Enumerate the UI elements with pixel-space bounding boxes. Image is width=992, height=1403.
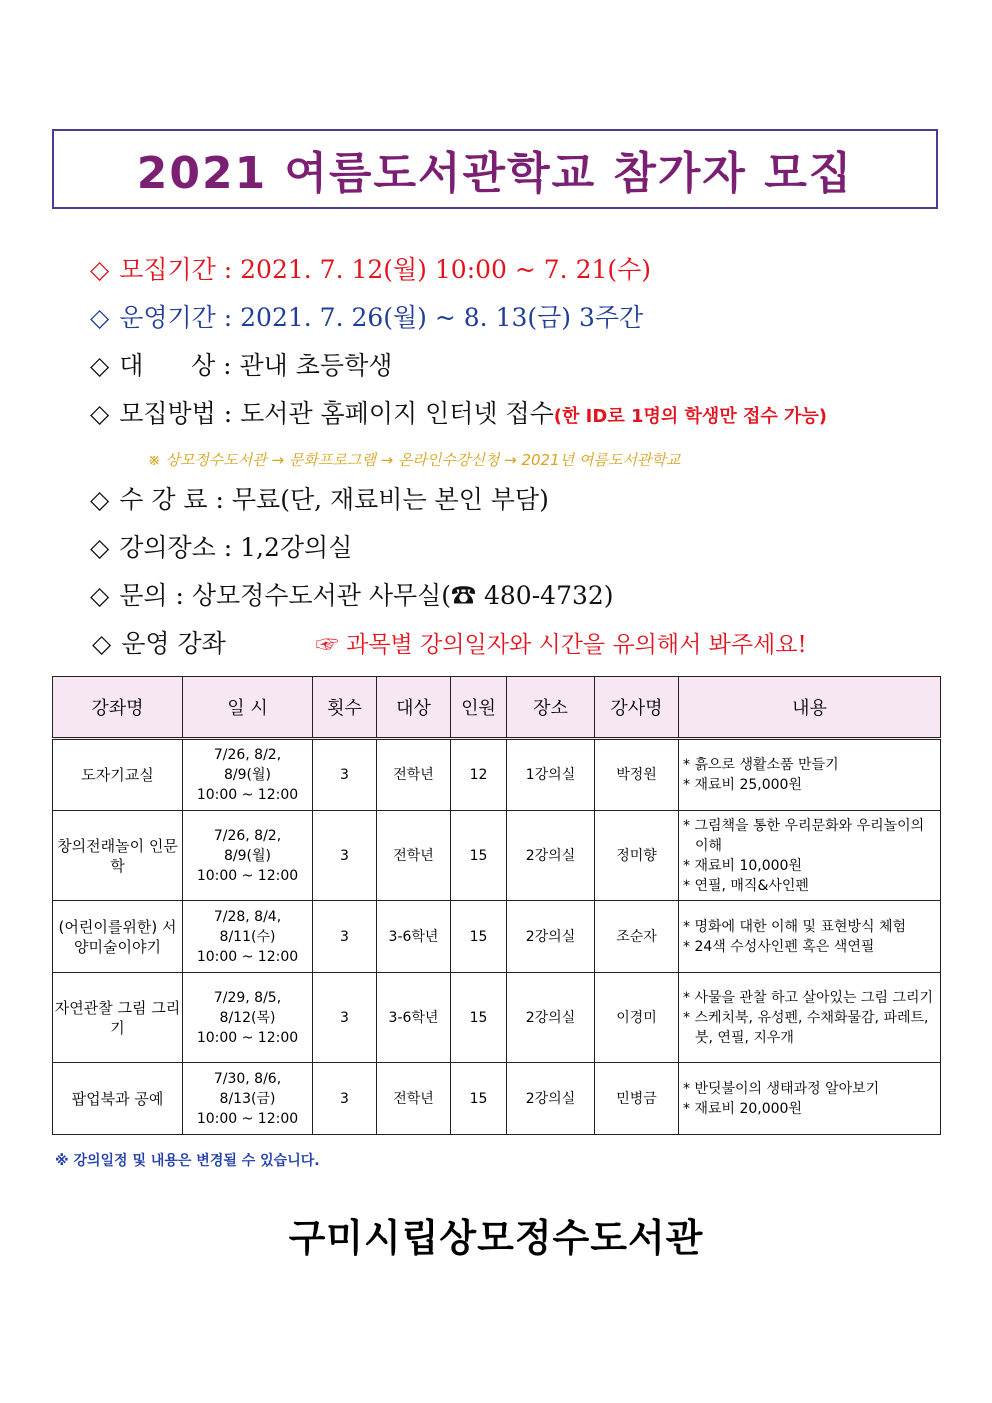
course-time: 10:00 ~ 12:00	[196, 787, 299, 803]
course-target: 전학년	[377, 811, 451, 901]
course-count: 3	[313, 811, 377, 901]
course-count: 3	[313, 1063, 377, 1135]
table-row	[53, 1063, 941, 1135]
place-text: 강의장소 : 1,2강의실	[119, 533, 353, 562]
diamond-icon: ◇	[90, 485, 110, 514]
course-content	[679, 811, 941, 901]
course-count: 3	[313, 739, 377, 811]
diamond-icon: ◇	[92, 629, 112, 658]
diamond-icon: ◇	[90, 351, 110, 380]
course-table	[52, 676, 941, 1135]
recruit-period	[90, 254, 651, 286]
recruit-value: 2021. 7. 12(월) 10:00 ~ 7. 21(수)	[240, 255, 652, 284]
place-line	[90, 532, 352, 564]
course-date2: 8/9(월)	[224, 847, 271, 864]
course-teacher: 박정원	[595, 739, 679, 811]
courses-hint: ☞ 과목별 강의일자와 시간을 유의해서 봐주세요!	[315, 632, 807, 658]
course-people: 15	[451, 901, 507, 973]
course-target: 3-6학년	[377, 973, 451, 1063]
course-datetime	[183, 739, 313, 811]
course-date: 7/29, 8/5,	[213, 989, 282, 1006]
course-name: 팝업북과 공예	[53, 1063, 183, 1135]
fee-text: 수 강 료 : 무료(단, 재료비는 본인 부담)	[119, 485, 549, 514]
course-place: 1강의실	[507, 739, 595, 811]
table-row	[53, 901, 941, 973]
courses-label: 운영 강좌	[121, 629, 226, 658]
title-box	[52, 129, 938, 209]
contact-text: 문의 : 상모정수도서관 사무실(☎ 480-4732)	[119, 581, 614, 610]
diamond-icon: ◇	[90, 255, 110, 284]
header-datetime: 일 시	[183, 677, 313, 739]
diamond-icon: ◇	[90, 533, 110, 562]
course-datetime	[183, 901, 313, 973]
diamond-icon: ◇	[90, 303, 110, 332]
content-item: * 그림책을 통한 우리문화와 우리놀이의 이해	[683, 817, 925, 854]
operate-value: 2021. 7. 26(월) ~ 8. 13(금) 3주간	[240, 303, 644, 332]
course-date2: 8/11(수)	[219, 928, 276, 945]
course-time: 10:00 ~ 12:00	[196, 867, 299, 884]
fee-line	[90, 484, 549, 516]
header-target: 대상	[377, 677, 451, 739]
course-time: 10:00 ~ 12:00	[196, 948, 299, 965]
course-teacher: 이경미	[595, 973, 679, 1063]
course-people: 15	[451, 811, 507, 901]
course-content	[679, 1063, 941, 1135]
content-item: * 24색 수성사인펜 혹은 색연필	[683, 938, 875, 955]
course-target: 전학년	[377, 739, 451, 811]
contact-line	[90, 580, 614, 612]
content-item: * 재료비 25,000원	[683, 777, 802, 793]
course-place: 2강의실	[507, 973, 595, 1063]
diamond-icon: ◇	[90, 399, 110, 428]
course-datetime	[183, 811, 313, 901]
table-row	[53, 739, 941, 811]
operate-period	[90, 302, 643, 334]
course-count: 3	[313, 973, 377, 1063]
course-place: 2강의실	[507, 811, 595, 901]
course-people: 15	[451, 973, 507, 1063]
operate-label: 운영기간 :	[119, 303, 241, 332]
course-target: 전학년	[377, 1063, 451, 1135]
page-title: 2021 여름도서관학교 참가자 모집	[136, 148, 854, 199]
course-content	[679, 973, 941, 1063]
method-note: (한 ID로 1명의 학생만 접수 가능)	[553, 406, 828, 427]
content-item: * 명화에 대한 이해 및 표현방식 체험	[683, 918, 907, 935]
recruit-label: 모집기간 :	[119, 255, 241, 284]
table-row	[53, 973, 941, 1063]
course-date2: 8/12(목)	[219, 1009, 276, 1026]
target-text: 대 상 : 관내 초등학생	[119, 351, 393, 380]
course-name: 도자기교실	[53, 739, 183, 811]
header-course-name: 강좌명	[53, 677, 183, 739]
schedule-notice: ※ 강의일정 및 내용은 변경될 수 있습니다.	[55, 1153, 320, 1169]
course-time: 10:00 ~ 12:00	[196, 1110, 299, 1127]
target-line	[90, 350, 392, 382]
header-count: 횟수	[313, 677, 377, 739]
header-teacher: 강사명	[595, 677, 679, 739]
content-item: * 스케치북, 유성펜, 수채화물감, 파레트, 붓, 연필, 지우개	[683, 1009, 929, 1046]
course-datetime	[183, 1063, 313, 1135]
course-target: 3-6학년	[377, 901, 451, 973]
course-date2: 8/13(금)	[219, 1090, 276, 1107]
content-item: * 재료비 20,000원	[683, 1100, 802, 1117]
method-line	[90, 398, 827, 433]
content-item: * 흙으로 생활소품 만들기	[683, 757, 839, 773]
library-name: 구미시립상모정수도서관	[288, 1216, 704, 1260]
course-datetime	[183, 973, 313, 1063]
signup-path: ※ 상모정수도서관 → 문화프로그램 → 온라인수강신청 → 2021년 여름도서관학교	[148, 451, 681, 469]
course-count: 3	[313, 901, 377, 973]
course-name: (어린이를위한) 서양미술이야기	[53, 901, 183, 973]
content-item: * 사물을 관찰 하고 살아있는 그림 그리기	[683, 989, 934, 1006]
course-people: 15	[451, 1063, 507, 1135]
course-date: 7/28, 8/4,	[213, 908, 282, 925]
course-teacher: 조순자	[595, 901, 679, 973]
course-content	[679, 739, 941, 811]
table-row	[53, 811, 941, 901]
diamond-icon: ◇	[90, 581, 110, 610]
header-content: 내용	[679, 677, 941, 739]
course-name: 자연관찰 그림 그리기	[53, 973, 183, 1063]
header-place: 장소	[507, 677, 595, 739]
course-name: 창의전래놀이 인문학	[53, 811, 183, 901]
header-people: 인원	[451, 677, 507, 739]
content-item: * 연필, 매직&사인펜	[683, 877, 809, 894]
course-people: 12	[451, 739, 507, 811]
course-date2: 8/9(월)	[224, 767, 271, 783]
course-content	[679, 901, 941, 973]
course-teacher: 정미향	[595, 811, 679, 901]
content-item: * 재료비 10,000원	[683, 857, 802, 874]
method-text: 모집방법 : 도서관 홈페이지 인터넷 접수	[119, 399, 554, 428]
course-time: 10:00 ~ 12:00	[196, 1029, 299, 1046]
course-date: 7/30, 8/6,	[213, 1070, 282, 1087]
table-header-row	[53, 677, 941, 739]
course-date: 7/26, 8/2,	[213, 747, 282, 763]
course-date: 7/26, 8/2,	[213, 827, 282, 844]
course-place: 2강의실	[507, 901, 595, 973]
content-item: * 반딧불이의 생태과정 알아보기	[683, 1080, 880, 1097]
course-teacher: 민병금	[595, 1063, 679, 1135]
course-place: 2강의실	[507, 1063, 595, 1135]
courses-line	[92, 628, 807, 661]
